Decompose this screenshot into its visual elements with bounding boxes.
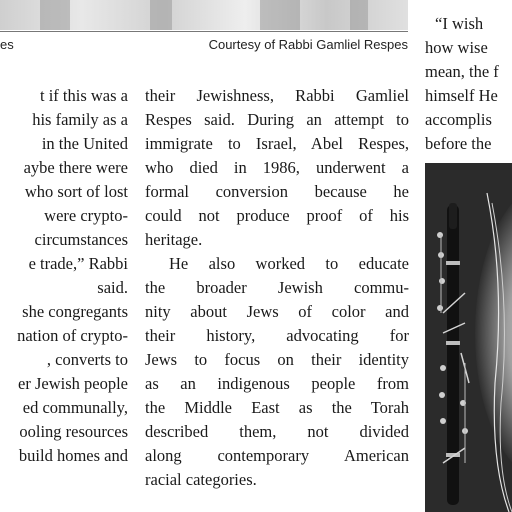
text-line: were crypto-: [44, 206, 128, 225]
text-line: the Middle East as the Torah: [145, 398, 409, 417]
text-line: himself He: [425, 86, 498, 105]
text-line: how wise: [425, 38, 488, 57]
text-line: aybe there were: [23, 158, 128, 177]
text-line: t if this was a: [40, 86, 128, 105]
text-line: who sort of lost: [24, 182, 128, 201]
text-line: ed communally,: [22, 398, 128, 417]
text-line: , converts to: [46, 350, 128, 369]
text-line: their Jewishness, Rabbi Gamliel: [145, 86, 409, 105]
text-line: nity about Jews of color and: [145, 302, 409, 321]
photo-caption-fragment: es: [0, 37, 14, 52]
text-line: mean, the f: [425, 62, 499, 81]
text-line: as an indigenous people from: [145, 374, 409, 393]
text-line: immigrate to Israel, Abel Respes,: [145, 134, 409, 153]
text-line: racial categories.: [145, 470, 257, 489]
text-line: er Jewish people: [18, 374, 128, 393]
text-line: “I wish: [435, 14, 484, 33]
photo-credit: Courtesy of Rabbi Gamliel Respes: [208, 37, 408, 52]
text-line: described them, not divided: [145, 422, 409, 441]
clarinet-image: [425, 163, 512, 512]
caption-rule: [0, 31, 408, 32]
text-line: his family as a: [32, 110, 128, 129]
article-column-left: [0, 84, 128, 468]
text-line: their history, advocating for: [145, 326, 409, 345]
text-line: build homes and: [18, 446, 128, 465]
text-line: in the United: [41, 134, 128, 153]
text-line: could not produce proof of his: [145, 206, 409, 225]
text-line: e trade,” Rabbi: [28, 254, 128, 273]
text-line: she congregants: [22, 302, 128, 321]
text-line: ooling resources: [19, 422, 128, 441]
text-line: the broader Jewish commu-: [145, 278, 409, 297]
text-line: accomplis: [425, 110, 492, 129]
article-column-right: [425, 12, 512, 156]
text-line: formal conversion because he: [145, 182, 409, 201]
text-line: Respes said. During an attempt to: [145, 110, 409, 129]
text-line: who died in 1986, underwent a: [145, 158, 409, 177]
text-line: along contemporary American: [145, 446, 409, 465]
text-line: circumstances: [34, 230, 128, 249]
text-line: heritage.: [145, 230, 203, 249]
text-line: Jews to focus on their identity: [145, 350, 409, 369]
top-photo-strip: [0, 0, 408, 30]
article-column-middle: [145, 84, 409, 492]
text-line: He also worked to educate: [169, 254, 409, 273]
text-line: before the: [425, 134, 492, 153]
text-line: said.: [97, 278, 128, 297]
clarinet-photo: [425, 163, 512, 512]
text-line: nation of crypto-: [17, 326, 128, 345]
